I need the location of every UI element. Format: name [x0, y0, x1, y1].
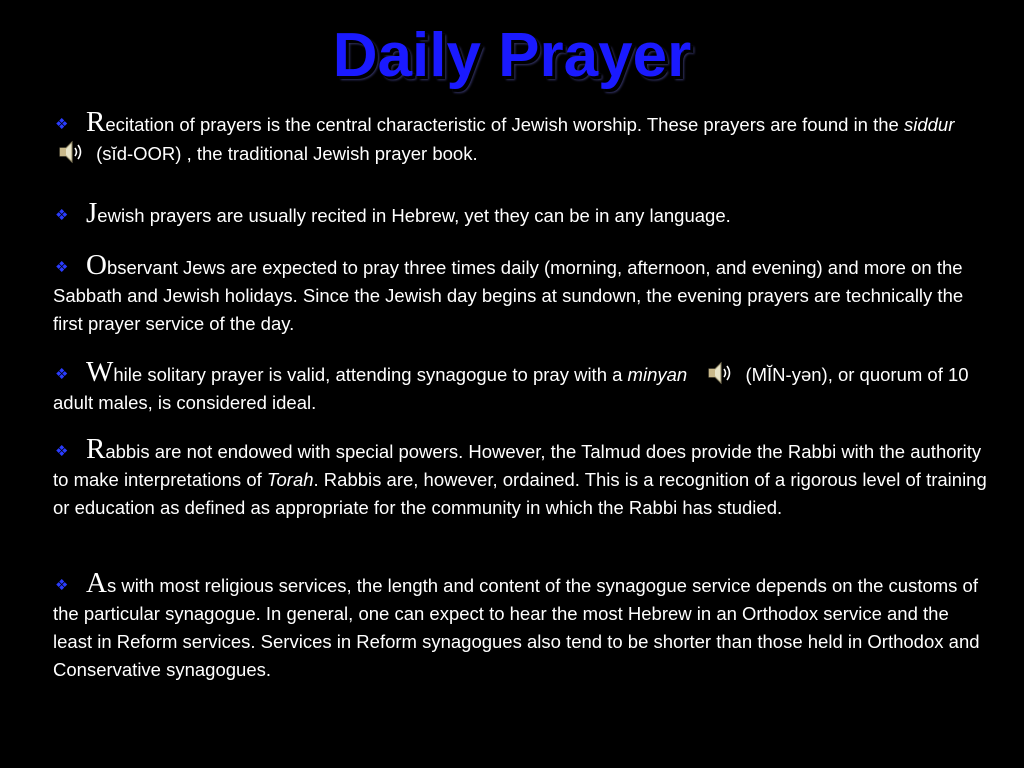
diamond-bullet-icon: ❖ [55, 116, 69, 133]
bullet-initial: R [86, 106, 106, 138]
bullet-initial: J [86, 197, 98, 229]
bullet-initial: A [86, 567, 107, 599]
slide-title: Daily Prayer [332, 21, 692, 90]
bullet-text-cont: (MĬN-yən), or quorum of 10 adult males, is considered ideal. [53, 364, 969, 413]
speaker-icon[interactable] [57, 139, 87, 165]
term-siddur: siddur [903, 114, 955, 135]
term-torah: Torah [266, 469, 314, 490]
bullet-initial: O [86, 249, 107, 281]
bullet-rabbis [53, 433, 988, 522]
bullet-text: ecitation of prayers is the central characteristic of Jewish worship. These prayers are found in the [105, 114, 904, 135]
term-minyan: minyan [627, 364, 688, 385]
bullet-text: ewish prayers are usually recited in Hebrew, yet they can be in any language. [97, 205, 731, 226]
diamond-bullet-icon: ❖ [55, 366, 69, 383]
bullet-observant [53, 249, 988, 338]
bullet-text: hile solitary prayer is valid, attending synagogue to pray with a [113, 364, 628, 385]
bullet-minyan [53, 356, 988, 417]
diamond-bullet-icon: ❖ [55, 443, 69, 460]
bullet-text-cont: (sĭd-OOR) , the traditional Jewish prayer book. [91, 143, 478, 164]
bullet-text: s with most religious services, the length and content of the synagogue service depends on the customs of the particular synagogue. In general, one can expect to hear the most Hebrew in an Orthodox service and the least in Reform services. Services in Reform synagogues also tend to be shorter than those held in Orthodox and Conservative synagogues. [53, 575, 980, 680]
bullet-initial: W [86, 356, 114, 388]
bullet-hebrew [53, 197, 988, 230]
diamond-bullet-icon: ❖ [55, 259, 69, 276]
bullet-text-cont: . Rabbis are, however, ordained. This is a recognition of a rigorous level of training or education as defined as appropriate for the community in which the Rabbi has studied. [53, 469, 987, 518]
bullet-text: bservant Jews are expected to pray three times daily (morning, afternoon, and evening) and more on the Sabbath and Jewish holidays. Since the Jewish day begins at sundown, the evening prayers are technically the first prayer service of the day. [53, 257, 964, 334]
diamond-bullet-icon: ❖ [55, 577, 69, 594]
bullet-text: abbis are not endowed with special powers. However, the Talmud does provide the Rabbi with the authority to make interpretations of [53, 441, 982, 490]
diamond-bullet-icon: ❖ [55, 207, 69, 224]
bullet-initial: R [86, 433, 106, 465]
speaker-icon[interactable] [706, 360, 736, 386]
bullet-services [53, 567, 988, 684]
bullet-recitation [53, 106, 988, 168]
